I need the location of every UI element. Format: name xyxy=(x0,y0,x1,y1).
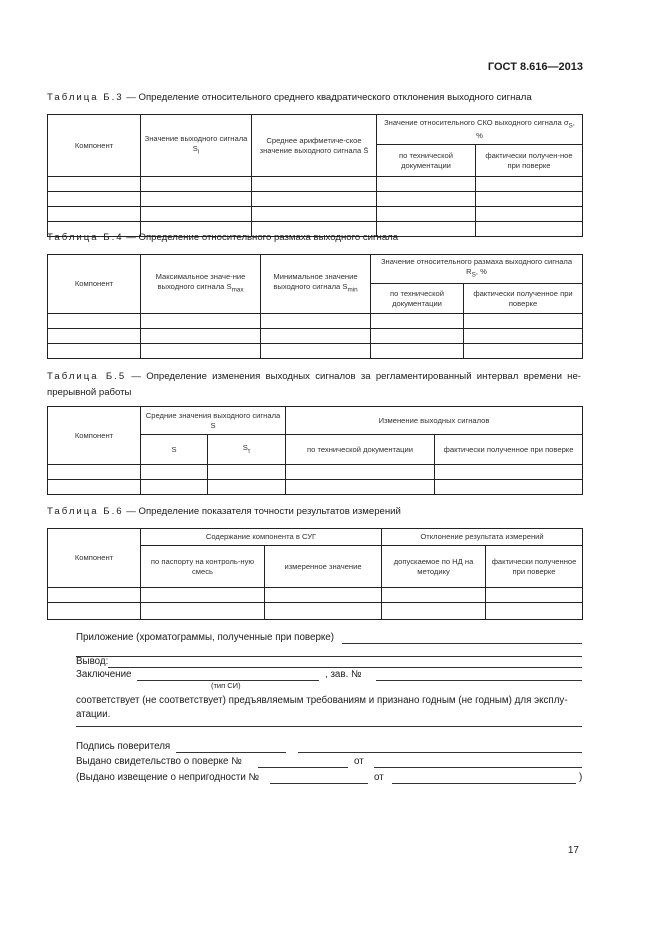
appendix-label: Приложение (хроматограммы, полученные при поверке) xyxy=(76,632,335,643)
table-row xyxy=(48,344,583,359)
table-b3-label: Таблица Б.3 xyxy=(47,92,124,103)
header-component: Компонент xyxy=(48,529,141,588)
header-by-documentation: по технической документации xyxy=(286,435,435,465)
notice-from-label: от xyxy=(374,772,384,783)
table-row xyxy=(48,603,583,620)
certificate-label: Выдано свидетельство о поверке № xyxy=(76,756,242,767)
header-by-documentation: по технической документации xyxy=(377,145,476,177)
remarks-field[interactable] xyxy=(76,726,582,727)
notice-close-paren: ) xyxy=(579,772,583,783)
header-component: Компонент xyxy=(48,255,141,314)
header-output-value: Значение выходного сигнала $S_i$ xyxy=(141,115,252,177)
table-b3 xyxy=(47,114,583,237)
standard-header: ГОСТ 8.616—2013 xyxy=(487,61,583,73)
header-change: Изменение выходных сигналов xyxy=(286,407,583,435)
complies-text: соответствует (не соответствует) предъявляемым требованиям и признано годным (не годным) для эксплу-атации. xyxy=(76,695,568,720)
header-mean-values: Средние значения выходного сигнала S xyxy=(141,407,286,435)
table-row xyxy=(48,207,583,222)
header-max-value: Максимальное значе-ние выходного сигнала $S_{max}$ xyxy=(141,255,261,314)
header-component: Компонент xyxy=(48,407,141,465)
table-row xyxy=(48,177,583,192)
signature-label: Подпись поверителя xyxy=(76,741,171,752)
header-actual: фактически полученное при поверке xyxy=(435,435,583,465)
table-row xyxy=(48,192,583,207)
header-content: Содержание компонента в СУГ xyxy=(141,529,382,546)
table-b4-caption xyxy=(47,232,398,243)
table-b6-title: — Определение показателя точности результатов измерений xyxy=(126,506,401,517)
header-allowed: допускаемое по НД на методику xyxy=(382,546,486,588)
header-s-tau: $S_\tau$ xyxy=(208,435,286,465)
certificate-date-field[interactable] xyxy=(374,767,582,768)
table-b6 xyxy=(47,528,583,620)
header-measured: измеренное значение xyxy=(265,546,382,588)
table-row xyxy=(48,480,583,495)
table-b4-title: — Определение относительного размаха выходного сигнала xyxy=(126,232,399,243)
header-passport: по паспорту на контроль-ную смесь xyxy=(141,546,265,588)
conclusion-out-field[interactable] xyxy=(108,667,582,668)
header-range: Значение относительного размаха выходного сигнала $R_S$, % xyxy=(371,255,583,284)
table-b6-label: Таблица Б.6 xyxy=(47,506,124,517)
serial-number-field[interactable] xyxy=(376,680,582,681)
appendix-field-2[interactable] xyxy=(76,656,582,657)
header-sko: Значение относительного СКО выходного сигнала $\sigma_S$, % xyxy=(377,115,583,145)
certificate-number-field[interactable] xyxy=(258,767,348,768)
table-b4 xyxy=(47,254,583,359)
table-b5-title: — Определение изменения выходных сигналов за регламентированный интервал времени не-прерывной работы xyxy=(47,371,581,398)
table-row xyxy=(48,588,583,603)
table-b6-caption xyxy=(47,506,401,517)
table-b5-caption xyxy=(47,369,581,401)
header-component: Компонент xyxy=(48,115,141,177)
table-b4-label: Таблица Б.4 xyxy=(47,232,124,243)
appendix-field[interactable] xyxy=(342,643,582,644)
table-row xyxy=(48,314,583,329)
table-b3-title: — Определение относительного среднего квадратического отклонения выходного сигнала xyxy=(126,92,532,103)
header-s: S xyxy=(141,435,208,465)
signature-field[interactable] xyxy=(176,752,286,753)
conclusion-out-label: Вывод: xyxy=(76,656,109,667)
serial-label: , зав. № xyxy=(325,669,362,680)
header-by-documentation: по технической документации xyxy=(371,284,464,314)
certificate-from-label: от xyxy=(354,756,364,767)
signature-name-field[interactable] xyxy=(298,752,582,753)
conclusion-label: Заключение xyxy=(76,669,132,680)
notice-label: (Выдано извещение о непригодности № xyxy=(76,772,260,783)
notice-number-field[interactable] xyxy=(270,783,368,784)
si-type-hint: (тип СИ) xyxy=(211,681,241,690)
header-deviation: Отклонение результата измерений xyxy=(382,529,583,546)
table-row xyxy=(48,329,583,344)
page-number: 17 xyxy=(567,845,579,856)
table-row xyxy=(48,465,583,480)
header-actual: фактически полученное при поверке xyxy=(486,546,583,588)
header-actual: фактически полученное при поверке xyxy=(464,284,583,314)
header-actual: фактически получен-ное при поверке xyxy=(476,145,583,177)
header-mean-value: Среднее арифметиче-ское значение выходного сигнала S̄ xyxy=(252,115,377,177)
table-b5-label: Таблица Б.5 xyxy=(47,371,127,382)
header-min-value: Минимальное значение выходного сигнала $S_{min}$ xyxy=(261,255,371,314)
notice-date-field[interactable] xyxy=(392,783,576,784)
table-b5 xyxy=(47,406,583,495)
table-b3-caption xyxy=(47,92,532,103)
